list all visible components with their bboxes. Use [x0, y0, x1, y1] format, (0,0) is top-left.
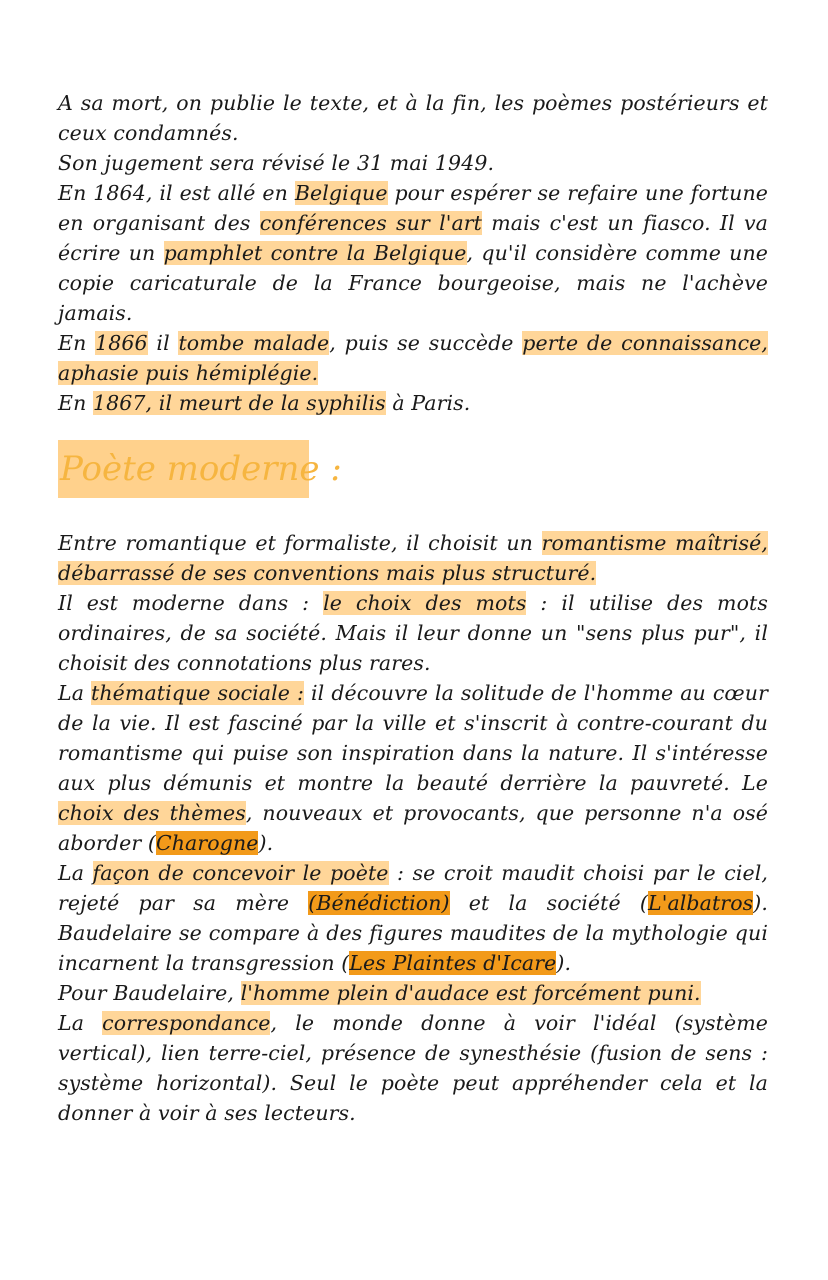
- paragraph-text: En: [58, 331, 96, 355]
- paragraph: [58, 678, 768, 858]
- work-title-highlight: L'albatros: [648, 891, 754, 915]
- paragraph: [58, 178, 768, 328]
- paragraph-text: , nouveaux et provocants, que personne n'a osé aborder (: [58, 801, 768, 855]
- paragraph-text: Son jugement sera révisé le 31 mai 1949.: [58, 151, 495, 175]
- paragraph-text: il: [147, 331, 179, 355]
- highlight-text: conférences sur l'art: [259, 211, 483, 235]
- paragraph: [58, 148, 768, 178]
- paragraph: [58, 588, 768, 678]
- paragraph-text: Il est moderne dans :: [58, 591, 324, 615]
- highlight-text: perte de connaissance, aphasie puis hémiplégie.: [58, 331, 769, 385]
- paragraph-text: pour espérer se refaire une fortune en organisant des: [58, 181, 768, 235]
- paragraph-text: La: [58, 861, 93, 885]
- highlight-text: tombe malade: [178, 331, 330, 355]
- paragraph: [58, 88, 768, 148]
- paragraph-text: La: [58, 1011, 103, 1035]
- paragraph-text: En: [58, 391, 93, 415]
- paragraph-text: à Paris.: [385, 391, 471, 415]
- paragraph-text: ).: [556, 951, 572, 975]
- work-title-highlight: (Bénédiction): [308, 891, 450, 915]
- highlight-text: correspondance: [102, 1011, 271, 1035]
- paragraph-text: : se croit maudit choisi par le ciel, rejeté par sa mère: [58, 861, 769, 915]
- paragraph: [58, 978, 768, 1008]
- section-heading: Poète moderne :: [58, 440, 309, 498]
- modern-poet-section: [58, 528, 768, 1128]
- paragraph-text: , qu'il considère comme une copie caricaturale de la France bourgeoise, mais ne l'achève jamais.: [58, 241, 768, 325]
- paragraph: [58, 858, 768, 978]
- highlight-text: 1867, il meurt de la syphilis: [92, 391, 386, 415]
- paragraph-text: il découvre la solitude de l'homme au cœur de la vie. Il est fasciné par la ville et s'inscrit à contre-courant du romantisme qui puise son inspiration dans la nature. Il s'intéresse aux plus démunis et montre la beauté derrière la pauvreté. Le: [58, 681, 768, 795]
- paragraph: [58, 528, 768, 588]
- highlight-text: l'homme plein d'audace est forcément puni.: [240, 981, 701, 1005]
- paragraph: [58, 1008, 768, 1128]
- paragraph-text: Entre romantique et formaliste, il choisit un: [58, 531, 542, 555]
- paragraph-text: , le monde donne à voir l'idéal (système vertical), lien terre-ciel, présence de synesthésie (fusion de sens : système horizontal). Seul le poète peut appréhender cela et la donner à voir à ses lecteurs.: [58, 1011, 768, 1125]
- work-title-highlight: Charogne: [155, 831, 259, 855]
- work-title-highlight: Les Plaintes d'Icare: [349, 951, 557, 975]
- paragraph-text: La: [58, 681, 92, 705]
- paragraph: [58, 328, 768, 388]
- paragraph-text: En 1864, il est allé en: [58, 181, 295, 205]
- intro-section: [58, 88, 768, 418]
- highlight-text: thématique sociale :: [91, 681, 305, 705]
- highlight-text: 1866: [95, 331, 148, 355]
- paragraph-text: ). Baudelaire se compare à des figures maudites de la mythologie qui incarnent la transgression (: [58, 891, 768, 975]
- highlight-text: Belgique: [294, 181, 388, 205]
- paragraph-text: , puis se succède: [329, 331, 523, 355]
- paragraph-text: A sa mort, on publie le texte, et à la fin, les poèmes postérieurs et ceux condamnés.: [58, 91, 768, 145]
- highlight-text: façon de concevoir le poète: [92, 861, 389, 885]
- highlight-text: romantisme maîtrisé, débarrassé de ses conventions mais plus structuré.: [58, 531, 768, 585]
- paragraph-text: mais c'est un fiasco. Il va écrire un: [58, 211, 769, 265]
- paragraph-text: ).: [258, 831, 274, 855]
- paragraph-text: Pour Baudelaire,: [58, 981, 241, 1005]
- highlight-text: choix des thèmes: [58, 801, 246, 825]
- highlight-text: pamphlet contre la Belgique: [163, 241, 467, 265]
- highlight-text: le choix des mots: [323, 591, 527, 615]
- paragraph: [58, 388, 768, 418]
- paragraph-text: et la société (: [449, 891, 648, 915]
- paragraph-text: : il utilise des mots ordinaires, de sa société. Mais il leur donne un "sens plus pur", il choisit des connotations plus rares.: [58, 591, 768, 675]
